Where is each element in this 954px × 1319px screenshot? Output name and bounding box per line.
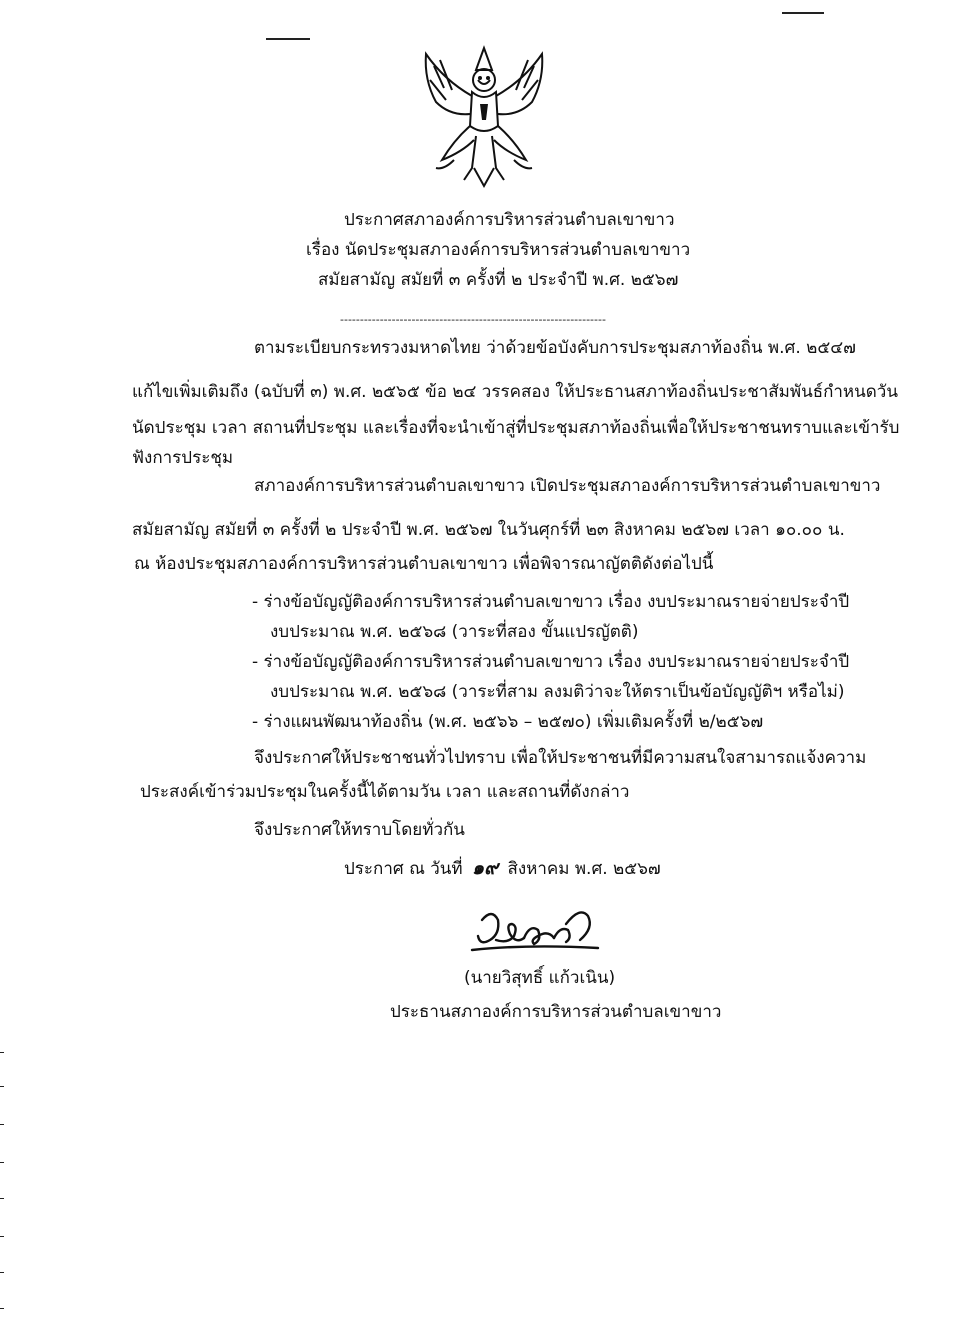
announcement-date xyxy=(344,856,661,881)
date-suffix: สิงหาคม พ.ศ. ๒๕๖๗ xyxy=(507,859,661,879)
scan-edge-mark xyxy=(0,1052,4,1053)
garuda-emblem-icon xyxy=(414,40,554,190)
scan-edge-mark xyxy=(0,1308,4,1309)
announcement-title: ประกาศสภาองค์การบริหารส่วนตำบลเขาขาว xyxy=(344,210,675,230)
paragraph-1-line-4: ฟังการประชุม xyxy=(132,448,234,468)
paragraph-3-line-1: จึงประกาศให้ประชาชนทั่วไปทราบ เพื่อให้ประชาชนที่มีความสนใจสามารถแจ้งความ xyxy=(254,748,867,768)
header-divider: ------------------------------------------------------------------- xyxy=(340,313,606,326)
signer-position: ประธานสภาองค์การบริหารส่วนตำบลเขาขาว xyxy=(390,1002,722,1022)
scan-edge-mark xyxy=(0,1198,4,1199)
date-day-handwritten: ๑๙ xyxy=(472,857,499,879)
paragraph-1-line-3: นัดประชุม เวลา สถานที่ประชุม และเรื่องที่จะนำเข้าสู่ที่ประชุมสภาท้องถิ่นเพื่อให้ประชาชนทราบและเข้ารับ xyxy=(132,418,900,438)
date-prefix: ประกาศ ณ วันที่ xyxy=(344,859,463,879)
scan-edge-mark xyxy=(0,1162,4,1163)
agenda-item-2-line-2: งบประมาณ พ.ศ. ๒๕๖๘ (วาระที่สาม ลงมติว่าจะให้ตราเป็นข้อบัญญัติฯ หรือไม่) xyxy=(270,682,845,702)
paragraph-2-line-3: ณ ห้องประชุมสภาองค์การบริหารส่วนตำบลเขาขาว เพื่อพิจารณาญัตติดังต่อไปนี้ xyxy=(134,554,714,574)
signer-name: (นายวิสุทธิ์ แก้วเนิน) xyxy=(464,968,616,988)
agenda-item-1-line-1: - ร่างข้อบัญญัติองค์การบริหารส่วนตำบลเขาขาว เรื่อง งบประมาณรายจ่ายประจำปี xyxy=(252,592,850,612)
agenda-item-1-line-2: งบประมาณ พ.ศ. ๒๕๖๘ (วาระที่สอง ขั้นแปรญัตติ) xyxy=(270,622,639,642)
announcement-session: สมัยสามัญ สมัยที่ ๓ ครั้งที่ ๒ ประจำปี พ.ศ. ๒๕๖๗ xyxy=(318,270,679,290)
scan-mark-top-right xyxy=(782,12,824,14)
paragraph-1-line-2: แก้ไขเพิ่มเติมถึง (ฉบับที่ ๓) พ.ศ. ๒๕๖๕ ข้อ ๒๔ วรรคสอง ให้ประธานสภาท้องถิ่นประชาสัมพันธ์กำหนดวัน xyxy=(132,382,898,402)
paragraph-1-line-1: ตามระเบียบกระทรวงมหาดไทย ว่าด้วยข้อบังคับการประชุมสภาท้องถิ่น พ.ศ. ๒๕๔๗ xyxy=(254,338,856,358)
agenda-item-3-line-1: - ร่างแผนพัฒนาท้องถิ่น (พ.ศ. ๒๕๖๖ – ๒๕๗๐) เพิ่มเติมครั้งที่ ๒/๒๕๖๗ xyxy=(252,712,764,732)
handwritten-signature xyxy=(468,900,608,960)
paragraph-3-line-2: ประสงค์เข้าร่วมประชุมในครั้งนี้ได้ตามวัน เวลา และสถานที่ดังกล่าว xyxy=(140,782,630,802)
paragraph-2-line-1: สภาองค์การบริหารส่วนตำบลเขาขาว เปิดประชุมสภาองค์การบริหารส่วนตำบลเขาขาว xyxy=(254,476,881,496)
scan-edge-mark xyxy=(0,1236,4,1237)
scan-edge-mark xyxy=(0,1086,4,1087)
scan-edge-mark xyxy=(0,1272,4,1273)
scan-edge-mark xyxy=(0,1124,4,1125)
closing-statement: จึงประกาศให้ทราบโดยทั่วกัน xyxy=(254,820,465,840)
scan-mark-top-left xyxy=(266,38,310,40)
agenda-item-2-line-1: - ร่างข้อบัญญัติองค์การบริหารส่วนตำบลเขาขาว เรื่อง งบประมาณรายจ่ายประจำปี xyxy=(252,652,850,672)
announcement-subject: เรื่อง นัดประชุมสภาองค์การบริหารส่วนตำบลเขาขาว xyxy=(306,240,691,260)
paragraph-2-line-2: สมัยสามัญ สมัยที่ ๓ ครั้งที่ ๒ ประจำปี พ.ศ. ๒๕๖๗ ในวันศุกร์ที่ ๒๓ สิงหาคม ๒๕๖๗ เวลา ๑๐.๐๐ น. xyxy=(132,520,845,540)
